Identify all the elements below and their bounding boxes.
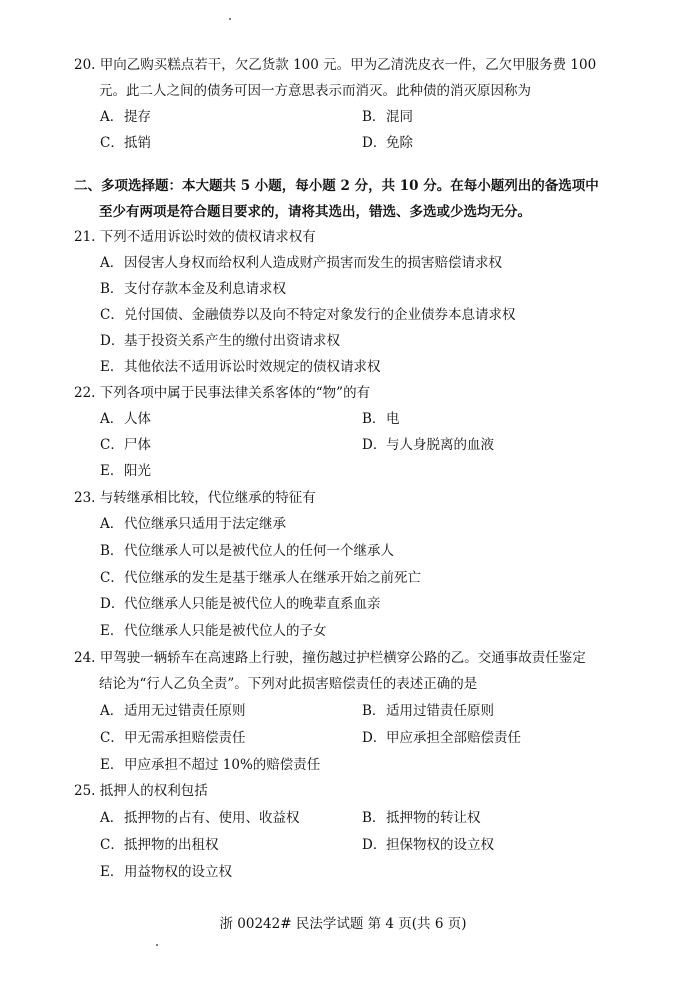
option-text: 甲无需承担赔偿责任 [124, 730, 246, 746]
option-text: 抵销 [124, 135, 151, 151]
option-22-e [100, 458, 151, 484]
page-footer: 浙 00242# 民法学试题 第 4 页(共 6 页) [219, 916, 467, 932]
option-23-c [100, 565, 421, 591]
question-21-stem [74, 224, 634, 250]
option-23-e [100, 618, 327, 644]
option-22-d [362, 432, 494, 458]
option-text: 代位继承人只能是被代位人的晚辈直系血亲 [124, 596, 381, 612]
option-letter: E． [100, 463, 124, 479]
question-number: 23. [74, 490, 96, 506]
option-text: 尸体 [124, 437, 151, 453]
option-text: 因侵害人身权而给权利人造成财产损害而发生的损害赔偿请求权 [124, 255, 502, 271]
option-letter: C． [100, 437, 124, 453]
option-letter: A． [100, 516, 124, 532]
option-text: 甲应承担不超过 10%的赔偿责任 [124, 757, 321, 773]
option-21-e [100, 354, 381, 380]
section-2-instructions: 至少有两项是符合题目要求的，请将其选出，错选、多选或少选均无分。 [99, 204, 531, 220]
option-text: 适用过错责任原则 [386, 703, 494, 719]
question-text: 下列各项中属于民事法律关系客体的“物”的有 [99, 385, 371, 401]
question-20-stem [74, 52, 634, 78]
option-text: 抵押物的出租权 [124, 837, 219, 853]
option-letter: A． [100, 255, 124, 271]
section-2-heading: 二、多项选择题：本大题共 5 小题，每小题 2 分，共 10 分。在每小题列出的备选项中 [74, 178, 599, 194]
option-20-a [100, 104, 151, 130]
option-23-d [100, 591, 381, 617]
question-text: 与转继承相比较，代位继承的特征有 [99, 490, 316, 506]
option-text: 抵押物的转让权 [386, 810, 481, 826]
option-22-a [100, 406, 151, 432]
option-text: 代位继承人只能是被代位人的子女 [124, 623, 327, 639]
option-text: 用益物权的设立权 [124, 864, 232, 880]
option-letter: C． [100, 307, 124, 323]
option-21-c [100, 302, 516, 328]
scan-speck [229, 18, 231, 20]
question-24-stem-cont: 结论为“行人乙负全责”。下列对此损害赔偿责任的表述正确的是 [99, 676, 478, 692]
option-letter: D． [100, 333, 125, 349]
option-23-a [100, 511, 286, 537]
option-25-e [100, 859, 232, 885]
option-text: 与人身脱离的血液 [386, 437, 494, 453]
option-letter: D． [100, 596, 125, 612]
option-22-c [100, 432, 151, 458]
question-number: 22. [74, 385, 96, 401]
question-22-stem [74, 380, 634, 406]
option-text: 阳光 [124, 463, 151, 479]
option-letter: C． [100, 135, 124, 151]
option-letter: A． [100, 109, 124, 125]
option-letter: C． [100, 837, 124, 853]
question-text: 甲驾驶一辆轿车在高速路上行驶，撞伤越过护栏横穿公路的乙。交通事故责任鉴定 [99, 650, 586, 666]
option-text: 人体 [124, 411, 151, 427]
option-letter: C． [100, 730, 124, 746]
option-21-a [100, 250, 502, 276]
option-letter: B． [362, 109, 386, 125]
option-24-d [362, 725, 521, 751]
option-text: 适用无过错责任原则 [124, 703, 246, 719]
option-23-b [100, 538, 394, 564]
option-22-b [362, 406, 400, 432]
question-text: 抵押人的权利包括 [99, 783, 208, 799]
option-letter: E． [100, 757, 124, 773]
option-text: 代位继承人可以是被代位人的任何一个继承人 [124, 543, 394, 559]
option-text: 甲应承担全部赔偿责任 [386, 730, 521, 746]
option-letter: E． [100, 623, 124, 639]
option-text: 代位继承只适用于法定继承 [124, 516, 286, 532]
option-24-a [100, 698, 246, 724]
option-text: 担保物权的设立权 [386, 837, 494, 853]
option-text: 兑付国债、金融债券以及向不特定对象发行的企业债券本息请求权 [124, 307, 516, 323]
question-number: 20. [74, 57, 96, 73]
option-text: 电 [386, 411, 400, 427]
question-text: 甲向乙购买糕点若干，欠乙货款 100 元。甲为乙清洗皮衣一件，乙欠甲服务费 100 [99, 57, 597, 73]
option-25-b [362, 805, 481, 831]
option-letter: E． [100, 359, 124, 375]
option-20-d [362, 130, 413, 156]
option-text: 抵押物的占有、使用、收益权 [124, 810, 300, 826]
option-24-c [100, 725, 246, 751]
option-letter: C． [100, 570, 124, 586]
option-text: 混同 [386, 109, 413, 125]
option-text: 基于投资关系产生的缴付出资请求权 [124, 333, 340, 349]
option-letter: A． [100, 703, 124, 719]
question-text: 下列不适用诉讼时效的债权请求权有 [99, 229, 316, 245]
option-20-b [362, 104, 413, 130]
option-text: 支付存款本金及利息请求权 [124, 281, 286, 297]
option-21-d [100, 328, 340, 354]
option-21-b [100, 276, 286, 302]
option-text: 代位继承的发生是基于继承人在继承开始之前死亡 [124, 570, 421, 586]
question-20-stem-cont: 元。此二人之间的债务可因一方意思表示而消灭。此种债的消灭原因称为 [99, 83, 531, 99]
question-23-stem [74, 485, 634, 511]
option-letter: B． [362, 703, 386, 719]
option-text: 提存 [124, 109, 151, 125]
question-number: 25. [74, 783, 96, 799]
option-25-d [362, 832, 494, 858]
option-letter: D． [362, 437, 387, 453]
question-number: 24. [74, 650, 96, 666]
question-24-stem [74, 645, 634, 671]
option-letter: B． [362, 810, 386, 826]
option-letter: E． [100, 864, 124, 880]
option-letter: A． [100, 810, 124, 826]
option-letter: D． [362, 730, 387, 746]
scan-speck [156, 944, 158, 946]
option-25-c [100, 832, 219, 858]
option-letter: D． [362, 837, 387, 853]
option-letter: A． [100, 411, 124, 427]
option-letter: D． [362, 135, 387, 151]
option-text: 其他依法不适用诉讼时效规定的债权请求权 [124, 359, 381, 375]
option-24-e [100, 752, 320, 778]
option-24-b [362, 698, 494, 724]
question-25-stem [74, 778, 634, 804]
question-number: 21. [74, 229, 96, 245]
option-20-c [100, 130, 151, 156]
option-letter: B． [362, 411, 386, 427]
option-text: 免除 [386, 135, 413, 151]
option-letter: B． [100, 281, 124, 297]
option-letter: B． [100, 543, 124, 559]
option-25-a [100, 805, 300, 831]
